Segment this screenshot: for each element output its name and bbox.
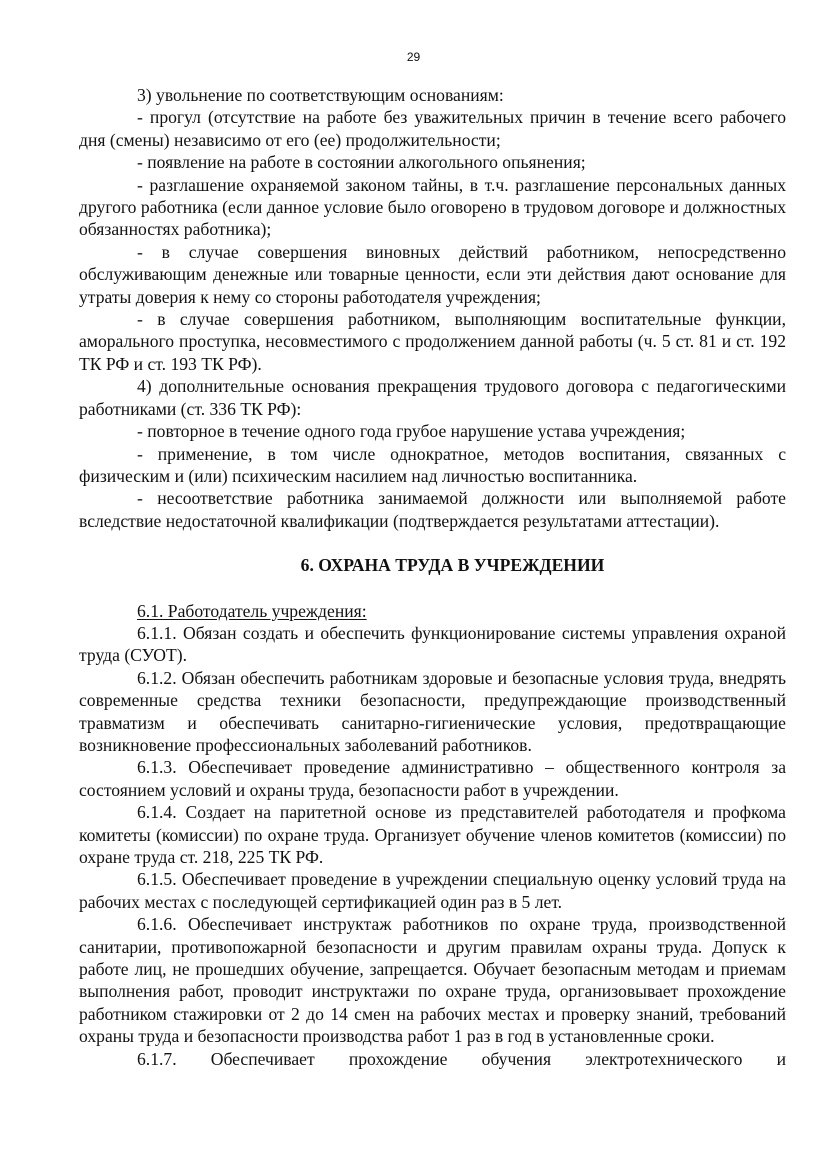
page-number: 29 bbox=[406, 50, 421, 64]
clause-6-1-6: 6.1.6. Обеспечивает инструктаж работников по охране труда, производственной санитарии, противопожарной безопасности и другим правилам охраны труда. Допуск к работе лиц, не прошедших обучение, запрещается. Обучает безопасным методам и приемам выполнения работ, проводит инструктажи по охране труда, организовывает прохождение работником стажировки от 2 до 14 смен на рабочих местах и проверку знаний, требований охраны труда и безопасности производства работ 1 раз в год в установленные сроки. bbox=[79, 914, 786, 1047]
list-item-immoral-act: - в случае совершения работником, выполняющим воспитательные функции, аморального проступка, несовместимого с продолжением данной работы (ч. 5 ст. 81 и ст. 192 ТК РФ и ст. 193 ТК РФ). bbox=[79, 309, 786, 374]
clause-6-1-2: 6.1.2. Обязан обеспечить работникам здоровые и безопасные условия труда, внедрять современные средства техники безопасности, предупреждающие производственный травматизм и обеспечивать санитарно-гигиенические условия, предотвращающие возникновение профессиональных заболеваний работников. bbox=[79, 667, 786, 755]
paragraph-dismissal-grounds: 3) увольнение по соответствующим основаниям: bbox=[137, 85, 504, 105]
clause-6-1-3: 6.1.3. Обеспечивает проведение административно – общественного контроля за состоянием условий и охраны труда, безопасности работ в учреждении. bbox=[79, 757, 786, 800]
clause-6-1-1: 6.1.1. Обязан создать и обеспечить функционирование системы управления охраной труда (СУОТ). bbox=[79, 622, 786, 666]
clause-6-1-7: 6.1.7. Обеспечивает прохождение обучения электротехнического и bbox=[137, 1048, 786, 1069]
clause-6-1-4: 6.1.4. Создает на паритетной основе из представителей работодателя и профкома комитеты (комиссии) по охране труда. Организует обучение членов комитетов (комиссии) по охране труда ст. 218, 225 ТК РФ. bbox=[79, 802, 786, 867]
list-item-charter-violation: - повторное в течение одного года грубое нарушение устава учреждения; bbox=[137, 421, 686, 442]
list-item-absenteeism: - прогул (отсутствие на работе без уважительных причин в течение всего рабочего дня (смены) независимо от его (ее) продолжительности; bbox=[79, 107, 786, 150]
list-item-intoxication: - появление на работе в состоянии алкогольного опьянения; bbox=[137, 152, 586, 173]
section-title: 6. ОХРАНА ТРУДА В УЧРЕЖДЕНИИ bbox=[300, 555, 605, 576]
list-item-secret-disclosure: - разглашение охраняемой законом тайны, в т.ч. разглашение персональных данных другого работника (если данное условие было оговорено в трудовом договоре и должностных обязанностях работника); bbox=[79, 174, 786, 240]
subsection-title: 6.1. Работодатель учреждения: bbox=[137, 600, 367, 621]
list-item-loss-of-trust: - в случае совершения виновных действий работником, непосредственно обслуживающим денежные или товарные ценности, если эти действия дают основание для утраты доверия к нему со стороны работодателя учреждения; bbox=[79, 241, 786, 307]
document-body bbox=[79, 84, 786, 1070]
clause-6-1-5: 6.1.5. Обеспечивает проведение в учреждении специальную оценку условий труда на рабочих местах с последующей сертификацией один раз в 5 лет. bbox=[79, 869, 786, 912]
paragraph-additional-grounds: 4) дополнительные основания прекращения трудового договора с педагогическими работниками (ст. 336 ТК РФ): bbox=[79, 376, 786, 419]
list-item-violence-methods: - применение, в том числе однократное, методов воспитания, связанных с физическим и (или) психическим насилием над личностью воспитанника. bbox=[79, 443, 786, 486]
list-item-qualification-mismatch: - несоответствие работника занимаемой должности или выполняемой работе вследствие недостаточной квалификации (подтверждается результатами аттестации). bbox=[79, 488, 786, 531]
